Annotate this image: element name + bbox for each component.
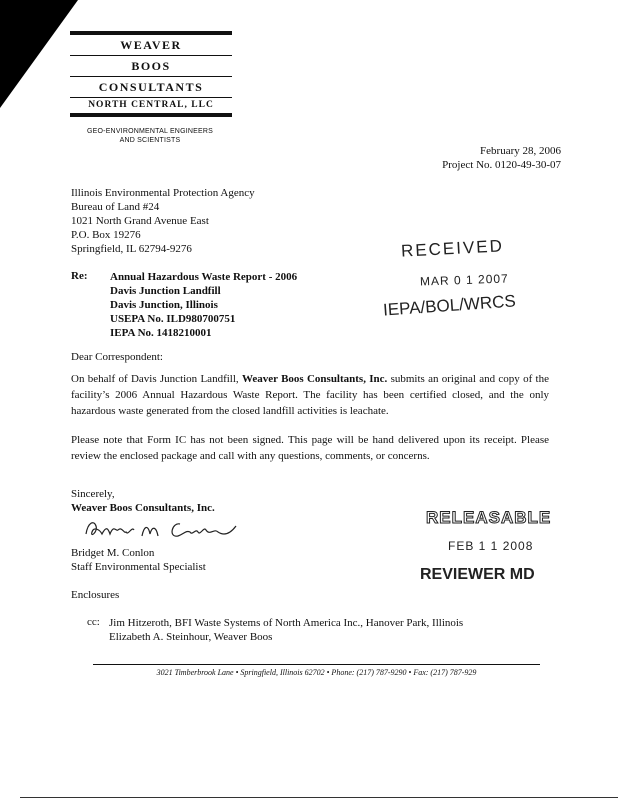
re-line: IEPA No. 1418210001 [110,327,212,339]
handwritten-signature [80,512,240,546]
recipient-address [71,186,255,256]
releasable-stamp-word: RELEASABLE [426,508,552,527]
received-stamp-office: IEPA/BOL/WRCS [382,291,517,320]
address-line: Illinois Environmental Protection Agency [71,187,255,199]
letter-date: February 28, 2006 [480,145,561,157]
received-stamp-word: RECEIVED [400,236,505,261]
re-line: Davis Junction, Illinois [110,299,218,311]
tagline-line-1: GEO-ENVIRONMENTAL ENGINEERS [87,128,213,135]
address-line: P.O. Box 19276 [71,229,141,241]
footer-address: 3021 Timberbrook Lane • Springfield, Illinois 62702 • Phone: (217) 787-9290 • Fax: (217) 787-929 [156,668,477,677]
letterhead-logo [70,31,232,117]
cc-list [109,616,463,644]
body-paragraph-1 [71,371,549,419]
signer-name: Bridget M. Conlon [71,547,155,559]
salutation: Dear Correspondent: [71,351,163,363]
address-line: Springfield, IL 62794-9276 [71,243,192,255]
signature-stroke [142,527,158,536]
scan-corner-mark [0,0,78,108]
address-line: Bureau of Land #24 [71,201,160,213]
scan-edge-line [20,797,618,798]
project-number: Project No. 0120-49-30-07 [442,159,561,171]
cc-label: cc: [87,616,100,628]
letterhead-line-4: NORTH CENTRAL, LLC [88,100,214,110]
tagline-line-2: AND SCIENTISTS [119,137,181,144]
signature-stroke [86,523,134,535]
re-line: USEPA No. ILD980700751 [110,313,236,325]
address-line: 1021 North Grand Avenue East [71,215,209,227]
date-block [442,144,561,172]
enclosures-label: Enclosures [71,589,120,601]
signer-title: Staff Environmental Specialist [71,561,206,573]
body-paragraph-2: Please note that Form IC has not been signed. This page will be hand delivered upon its receipt. Please review the enclosed package and call with any questions, comments, or concerns. [71,434,549,462]
releasable-stamp-date: FEB 1 1 2008 [448,539,534,553]
received-stamp-date: MAR 0 1 2007 [419,271,509,289]
paragraph-1-rest: submits an original and copy of the facility’s 2006 Annual Hazardous Waste Report. The facility has been certified closed, and the only hazardous waste generated from the closed landfill activities is leachate. [71,373,549,417]
letterhead-rule [70,113,232,117]
reviewer-stamp: REVIEWER MD [420,566,535,583]
paragraph-1-start: On behalf of Davis Junction Landfill, [71,373,242,385]
letterhead-line-1: WEAVER [120,38,182,52]
re-label: Re: [71,270,88,282]
letterhead-tagline [75,127,225,145]
re-line: Annual Hazardous Waste Report - 2006 [110,271,298,283]
paragraph-1-company: Weaver Boos Consultants, Inc. [241,373,388,385]
cc-line: Jim Hitzeroth, BFI Waste Systems of North America Inc., Hanover Park, Illinois [109,617,464,629]
company-signature-line: Weaver Boos Consultants, Inc. [71,502,215,514]
footer-rule [93,664,540,665]
letterhead-line-2: BOOS [131,59,171,73]
signature-stroke [172,524,236,536]
re-line: Davis Junction Landfill [110,285,221,297]
re-block [110,270,297,340]
cc-line: Elizabeth A. Steinhour, Weaver Boos [109,631,273,643]
closing: Sincerely, [71,488,115,500]
letterhead-line-3: CONSULTANTS [98,80,204,94]
